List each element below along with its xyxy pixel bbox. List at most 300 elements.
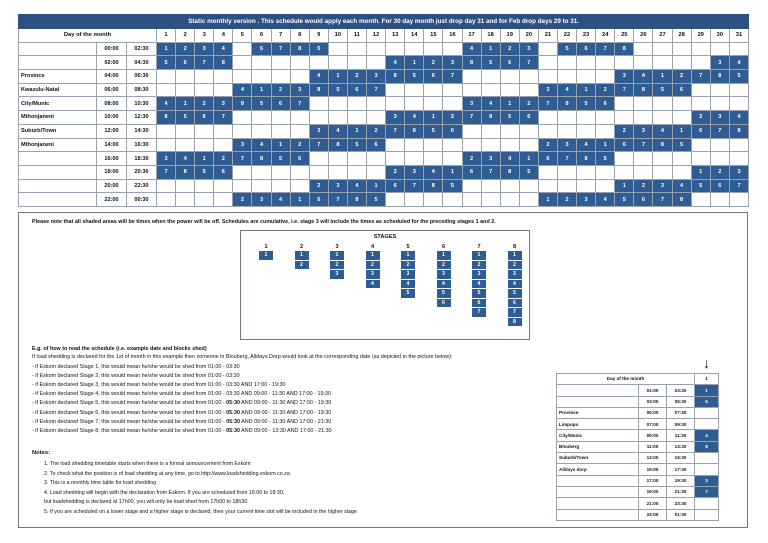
stage-cell: 4 — [214, 42, 233, 56]
stage-cell — [615, 56, 634, 70]
stage-cell: 5 — [653, 83, 672, 97]
example-row-label: Limpopo — [557, 419, 639, 430]
stage-cell: 5 — [271, 152, 290, 166]
stage-cell — [443, 42, 462, 56]
stage-cell — [462, 193, 481, 207]
stage-cell: 7 — [271, 42, 290, 56]
stage-cell — [634, 111, 653, 125]
stage-cell — [347, 56, 366, 70]
stage-column — [507, 243, 523, 327]
schedule-row — [19, 83, 749, 97]
stage-cell — [157, 83, 176, 97]
day-header: 27 — [653, 29, 672, 43]
stage-cell — [462, 70, 481, 84]
schedule-row — [19, 111, 749, 125]
stage-cell: 8 — [309, 83, 328, 97]
stage-cell: 4 — [481, 97, 500, 111]
stage-cell: 8 — [386, 70, 405, 84]
stage-cell — [500, 179, 519, 193]
stage-cell: 4 — [500, 152, 519, 166]
stage-cell: 7 — [233, 152, 252, 166]
stage-cell — [672, 165, 691, 179]
stage-cell: 5 — [596, 152, 615, 166]
stage-cell: 4 — [634, 70, 653, 84]
stage-cell — [729, 152, 748, 166]
stage-cell: 8 — [500, 165, 519, 179]
stage-cell: 5 — [481, 56, 500, 70]
stage-cell: 3 — [157, 152, 176, 166]
example-stage-cell — [695, 453, 719, 464]
stage-cell — [538, 179, 557, 193]
example-row-label — [557, 486, 639, 497]
stage-cell — [653, 97, 672, 111]
stage-cell — [328, 111, 347, 125]
stage-cell — [157, 138, 176, 152]
stage-cell: 6 — [443, 124, 462, 138]
stage-cell — [596, 124, 615, 138]
day-header: 31 — [729, 29, 748, 43]
stage-cell — [233, 70, 252, 84]
stage-cell: 3 — [615, 70, 634, 84]
stage-block: 2 — [330, 261, 344, 270]
schedule-header-row — [19, 29, 749, 43]
stage-cell: 7 — [691, 70, 710, 84]
example-time-start: 09:00 — [639, 430, 667, 441]
stage-cell: 1 — [195, 152, 214, 166]
example-stage-cell — [695, 498, 719, 509]
day-header: 13 — [386, 29, 405, 43]
stage-cell: 6 — [538, 152, 557, 166]
stage-cell: 5 — [195, 165, 214, 179]
stage-block: 2 — [366, 261, 380, 270]
time-end: 06:30 — [127, 70, 157, 84]
stage-cell — [577, 56, 596, 70]
stage-cell — [519, 83, 538, 97]
stage-cell: 1 — [481, 42, 500, 56]
stage-cell: 5 — [443, 179, 462, 193]
stage-cell — [157, 179, 176, 193]
example-line — [32, 373, 240, 379]
stage-cell — [462, 83, 481, 97]
stage-column — [400, 243, 416, 299]
stage-cell: 7 — [710, 124, 729, 138]
stage-cell: 2 — [462, 152, 481, 166]
stage-cell: 6 — [367, 138, 386, 152]
stage-cell — [691, 152, 710, 166]
stage-cell — [653, 152, 672, 166]
example-line — [32, 419, 331, 425]
stage-cell: 1 — [367, 179, 386, 193]
stage-cell — [653, 165, 672, 179]
example-time-end: 03:30 — [667, 385, 695, 396]
stage-cell: 3 — [386, 111, 405, 125]
stage-block: 6 — [508, 299, 522, 308]
stage-cell: 8 — [557, 97, 576, 111]
stage-cell: 7 — [653, 193, 672, 207]
example-time-end: 13:30 — [667, 441, 695, 452]
stage-cell: 5 — [557, 42, 576, 56]
stage-block: 3 — [330, 270, 344, 279]
stage-cell: 2 — [519, 97, 538, 111]
stage-cell: 2 — [538, 138, 557, 152]
stage-cell: 2 — [500, 42, 519, 56]
stage-cell — [233, 165, 252, 179]
stage-cell — [577, 179, 596, 193]
stage-block: 1 — [295, 251, 309, 260]
example-time-end: 15:30 — [667, 453, 695, 464]
stage-cell — [596, 56, 615, 70]
example-line-bold: 05:30 — [226, 400, 240, 407]
stage-cell: 8 — [710, 70, 729, 84]
example-time-start: 03:00 — [639, 396, 667, 407]
stage-cell — [538, 56, 557, 70]
example-time-end: 19:30 — [667, 475, 695, 486]
stage-cell — [424, 138, 443, 152]
example-time-end: 05:30 — [667, 396, 695, 407]
stage-cell — [309, 165, 328, 179]
schedule-row — [19, 152, 749, 166]
stage-cell — [519, 138, 538, 152]
stage-cell — [500, 124, 519, 138]
stage-cell — [462, 179, 481, 193]
stage-cell — [271, 179, 290, 193]
example-heading: E.g. of how to read the schedule (i.e. example date and blocks shed) — [32, 346, 207, 352]
stage-block: 4 — [437, 280, 451, 289]
stage-cell: 4 — [462, 42, 481, 56]
stage-cell — [481, 70, 500, 84]
row-label: Province — [19, 70, 97, 84]
stage-cell: 7 — [634, 138, 653, 152]
note-item: but loadshedding is declared at 17h00, you will only be load shed from 17h00 to 18h30. — [44, 499, 249, 506]
stage-cell — [195, 70, 214, 84]
example-time-start: 11:00 — [639, 441, 667, 452]
stage-cell: 1 — [672, 124, 691, 138]
stage-cell: 4 — [424, 165, 443, 179]
stage-cell — [710, 193, 729, 207]
stage-cell: 2 — [557, 193, 576, 207]
stage-block: 6 — [472, 299, 486, 308]
stage-cell — [367, 165, 386, 179]
stage-cell: 4 — [328, 124, 347, 138]
stage-cell: 8 — [328, 138, 347, 152]
stage-cell: 3 — [214, 97, 233, 111]
example-time-start: 19:00 — [639, 486, 667, 497]
stage-cell — [424, 152, 443, 166]
stage-cell — [519, 124, 538, 138]
stage-cell — [195, 193, 214, 207]
stage-block: 6 — [437, 299, 451, 308]
time-start: 00:00 — [97, 42, 127, 56]
stage-cell: 6 — [176, 56, 195, 70]
stage-cell: 7 — [596, 42, 615, 56]
stage-cell: 3 — [634, 124, 653, 138]
stage-cell: 5 — [405, 70, 424, 84]
stage-cell — [367, 97, 386, 111]
stage-cell: 5 — [691, 179, 710, 193]
stage-cell — [347, 165, 366, 179]
stage-cell — [462, 124, 481, 138]
stage-cell: 1 — [290, 193, 309, 207]
stage-cell — [424, 42, 443, 56]
stage-cell — [386, 42, 405, 56]
stage-cell: 3 — [233, 138, 252, 152]
stage-cell — [386, 97, 405, 111]
stage-cell: 5 — [328, 83, 347, 97]
stage-cell: 8 — [615, 42, 634, 56]
stage-block: 1 — [330, 251, 344, 260]
example-time-start: 23:00 — [639, 509, 667, 520]
stage-cell: 8 — [214, 56, 233, 70]
example-line — [32, 391, 331, 397]
time-end: 12:30 — [127, 111, 157, 125]
stage-cell: 5 — [367, 193, 386, 207]
stage-cell: 6 — [672, 83, 691, 97]
stage-block: 4 — [366, 280, 380, 289]
stage-cell — [367, 42, 386, 56]
stage-cell: 7 — [615, 83, 634, 97]
stage-cell — [538, 124, 557, 138]
stage-block: 3 — [508, 270, 522, 279]
stage-cell: 1 — [176, 97, 195, 111]
stage-cell: 3 — [290, 83, 309, 97]
example-time-end: 17:30 — [667, 464, 695, 475]
day-header: 14 — [405, 29, 424, 43]
stage-column — [436, 243, 452, 308]
stage-cell — [634, 152, 653, 166]
stage-cell — [252, 56, 271, 70]
stage-block: 5 — [472, 289, 486, 298]
stage-cell: 2 — [691, 111, 710, 125]
example-row-label — [557, 396, 639, 407]
day-header: 19 — [500, 29, 519, 43]
stage-cell — [443, 138, 462, 152]
stage-block: 4 — [472, 280, 486, 289]
example-row — [557, 407, 719, 418]
stage-cell: 1 — [405, 56, 424, 70]
stage-cell: 3 — [405, 165, 424, 179]
stage-cell: 4 — [233, 83, 252, 97]
stage-cell: 4 — [729, 56, 748, 70]
stage-cell — [176, 138, 195, 152]
stage-cell: 3 — [443, 56, 462, 70]
stage-cell: 2 — [309, 179, 328, 193]
schedule-table — [18, 14, 749, 207]
stage-cell: 4 — [157, 97, 176, 111]
example-row — [557, 498, 719, 509]
day-header: 8 — [290, 29, 309, 43]
stage-cell: 3 — [367, 70, 386, 84]
stage-cell: 6 — [596, 97, 615, 111]
day-header: 15 — [424, 29, 443, 43]
stage-cell — [157, 70, 176, 84]
stage-cell: 2 — [195, 97, 214, 111]
example-line-text: AND 09:00 - 11:30 AND 17:00 - 19:30 — [239, 400, 332, 407]
stage-cell: 3 — [519, 42, 538, 56]
row-label — [19, 56, 97, 70]
example-day-of-month-header: Day of the month — [557, 374, 695, 385]
stage-cell — [367, 56, 386, 70]
stage-cell — [386, 193, 405, 207]
stage-cell — [615, 152, 634, 166]
stage-cell: 8 — [252, 152, 271, 166]
example-row-label — [557, 475, 639, 486]
example-stage-cell: 1 — [695, 385, 719, 396]
example-line — [32, 400, 331, 406]
stage-cell: 6 — [424, 70, 443, 84]
stage-cell — [538, 70, 557, 84]
example-line-text: - if Eskom declared Stage 5, this would mean he/she would be shed from 01:00 - — [32, 400, 227, 407]
note-item: 3. This is a monthly time table for load shedding. — [44, 480, 158, 487]
stage-cell: 6 — [634, 193, 653, 207]
example-header-row — [557, 374, 719, 385]
stage-cell — [672, 42, 691, 56]
stage-cell: 1 — [615, 179, 634, 193]
stage-cell: 7 — [328, 193, 347, 207]
example-row-label: Alldays dorp — [557, 464, 639, 475]
stage-cell: 5 — [309, 42, 328, 56]
stage-number: 3 — [335, 244, 339, 250]
stage-cell — [653, 56, 672, 70]
stage-cell — [691, 83, 710, 97]
stage-cell — [386, 152, 405, 166]
stage-cell — [462, 138, 481, 152]
stage-cell: 6 — [691, 124, 710, 138]
example-stage-cell — [695, 509, 719, 520]
stage-cell — [309, 152, 328, 166]
stage-cell: 3 — [538, 83, 557, 97]
stage-cell: 2 — [233, 193, 252, 207]
stage-cell — [424, 97, 443, 111]
day-header: 1 — [157, 29, 176, 43]
day-header: 18 — [481, 29, 500, 43]
stage-cell: 2 — [347, 70, 366, 84]
stage-cell: 6 — [577, 42, 596, 56]
stage-cell — [519, 179, 538, 193]
stage-cell: 4 — [653, 124, 672, 138]
stage-number: 4 — [370, 244, 375, 250]
stage-cell — [328, 56, 347, 70]
stage-cell: 8 — [672, 193, 691, 207]
day-header: 17 — [462, 29, 481, 43]
example-row — [557, 396, 719, 407]
stage-cell — [729, 42, 748, 56]
example-row-label — [557, 498, 639, 509]
example-stage-cell — [695, 464, 719, 475]
schedule-row — [19, 70, 749, 84]
example-time-end: 07:30 — [667, 407, 695, 418]
stage-cell: 1 — [519, 152, 538, 166]
example-row — [557, 430, 719, 441]
stage-cell — [443, 97, 462, 111]
stage-cell: 1 — [577, 83, 596, 97]
stage-block: 3 — [401, 270, 415, 279]
stage-cell — [691, 138, 710, 152]
down-arrow-icon: ↓ — [703, 355, 710, 371]
example-schedule-table — [556, 373, 719, 521]
stage-cell — [252, 165, 271, 179]
stage-cell — [596, 70, 615, 84]
day-header: 28 — [672, 29, 691, 43]
stage-cell — [214, 138, 233, 152]
stage-cell — [214, 83, 233, 97]
example-line — [32, 410, 331, 416]
example-row — [557, 464, 719, 475]
example-row — [557, 385, 719, 396]
stage-cell: 8 — [157, 111, 176, 125]
stage-cell: 3 — [252, 193, 271, 207]
stage-cell: 4 — [729, 111, 748, 125]
row-label: Kwazulu-Natal — [19, 83, 97, 97]
stage-cell: 6 — [347, 83, 366, 97]
stage-cell: 4 — [557, 83, 576, 97]
stage-block: 3 — [472, 270, 486, 279]
stage-cell: 4 — [405, 111, 424, 125]
stage-cell — [271, 70, 290, 84]
stage-cell: 5 — [176, 111, 195, 125]
day-header: 2 — [176, 29, 195, 43]
day-header: 9 — [309, 29, 328, 43]
stage-cell — [347, 152, 366, 166]
day-header: 24 — [596, 29, 615, 43]
stages-title: STAGES — [373, 234, 397, 240]
stage-cell — [615, 165, 634, 179]
stage-cell: 4 — [386, 56, 405, 70]
day-header: 21 — [538, 29, 557, 43]
stage-cell — [481, 124, 500, 138]
example-time-end: 01:30 — [667, 509, 695, 520]
example-time-start: 15:00 — [639, 464, 667, 475]
stage-cell: 8 — [176, 165, 195, 179]
stage-cell — [328, 165, 347, 179]
stage-cell: 6 — [214, 165, 233, 179]
example-row-label: City/Munic — [557, 430, 639, 441]
stage-cell — [309, 111, 328, 125]
stage-cell — [214, 124, 233, 138]
stage-block: 4 — [508, 280, 522, 289]
time-end: 16:30 — [127, 138, 157, 152]
time-end: 00:30 — [127, 193, 157, 207]
stage-cell: 1 — [328, 70, 347, 84]
time-start: 02:00 — [97, 56, 127, 70]
note-item: 5. If you are scheduled on a lower stage and a higher stage is declared, then your current time slot will be included in the higher stage — [44, 509, 357, 515]
time-start: 20:00 — [97, 179, 127, 193]
stage-block: 2 — [472, 261, 486, 270]
day-header: 3 — [195, 29, 214, 43]
stage-number: 2 — [299, 244, 304, 250]
stage-cell: 5 — [577, 97, 596, 111]
stage-cell: 4 — [577, 138, 596, 152]
example-line-bold: 05:30 — [226, 427, 240, 434]
stage-cell: 2 — [367, 124, 386, 138]
stage-cell — [653, 42, 672, 56]
time-start: 06:00 — [97, 83, 127, 97]
stage-cell — [710, 152, 729, 166]
stage-cell: 6 — [519, 111, 538, 125]
stage-cell — [309, 97, 328, 111]
stage-cell: 4 — [596, 193, 615, 207]
example-line — [32, 382, 286, 388]
stage-block: 5 — [437, 289, 451, 298]
example-intro: If load shedding is declared for the 1st of month in this example then someone in Blouberg, Alldays Dorp would look at the corresponding date (as depicted in the picture below): — [32, 354, 453, 360]
row-label — [19, 179, 97, 193]
stage-cell: 2 — [424, 56, 443, 70]
stage-cell: 3 — [577, 193, 596, 207]
note-item: 2. To check what the position is of load shedding at any time, go to http://www.loadshedding.eskom.co.za — [44, 470, 290, 477]
stage-cell: 2 — [596, 83, 615, 97]
example-line — [32, 364, 240, 370]
stage-cell: 1 — [538, 193, 557, 207]
stage-cell: 4 — [347, 179, 366, 193]
